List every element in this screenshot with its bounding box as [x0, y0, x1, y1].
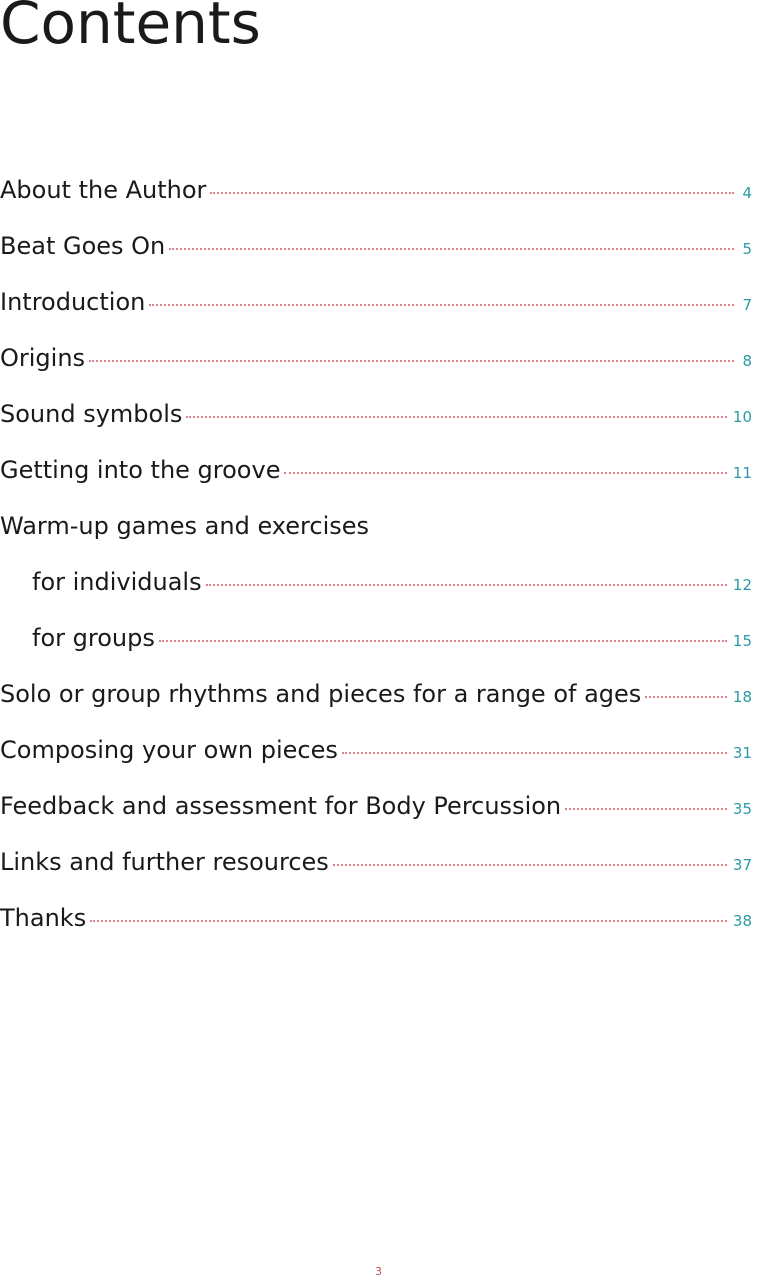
toc-entry-thanks[interactable] — [0, 904, 752, 960]
dot-leader — [149, 304, 734, 306]
dot-leader — [284, 472, 726, 474]
toc-entry-beat-goes-on[interactable] — [0, 232, 752, 288]
dot-leader — [90, 920, 727, 922]
toc-entry-about-the-author[interactable] — [0, 176, 752, 232]
toc-entry-label: for individuals — [32, 568, 202, 596]
toc-entry-page: 11 — [732, 464, 752, 482]
toc-entry-page: 8 — [742, 352, 752, 370]
toc-section-heading: Warm-up games and exercises — [0, 512, 370, 540]
dot-leader — [206, 584, 727, 586]
toc-entry-links-and-further-resources[interactable] — [0, 848, 752, 904]
dot-leader — [333, 864, 727, 866]
toc-entry-for-groups[interactable] — [0, 624, 752, 680]
toc-entry-page: 35 — [732, 800, 752, 818]
dot-leader — [186, 416, 727, 418]
toc-entry-page: 5 — [742, 240, 752, 258]
toc-entry-label: Feedback and assessment for Body Percussion — [0, 792, 562, 820]
toc-entry-label: Beat Goes On — [0, 232, 166, 260]
dot-leader — [645, 696, 727, 698]
page-title: Contents — [0, 0, 261, 57]
toc-entry-label: Introduction — [0, 288, 146, 316]
toc-entry-label: Links and further resources — [0, 848, 329, 876]
toc-entry-for-individuals[interactable] — [0, 568, 752, 624]
toc-entry-page: 12 — [732, 576, 752, 594]
toc-entry-page: 37 — [732, 856, 752, 874]
table-of-contents — [0, 176, 752, 960]
toc-entry-page: 10 — [732, 408, 752, 426]
dot-leader — [342, 752, 727, 754]
dot-leader — [565, 808, 727, 810]
toc-entry-origins[interactable] — [0, 344, 752, 400]
toc-entry-label: Getting into the groove — [0, 456, 281, 484]
toc-entry-feedback-and-assessment[interactable] — [0, 792, 752, 848]
toc-entry-page: 7 — [742, 296, 752, 314]
toc-entry-label: for groups — [32, 624, 155, 652]
toc-entry-solo-or-group-rhythms[interactable] — [0, 680, 752, 736]
toc-entry-label: Origins — [0, 344, 86, 372]
toc-entry-sound-symbols[interactable] — [0, 400, 752, 456]
dot-leader — [89, 360, 734, 362]
page-number: 3 — [375, 1265, 382, 1278]
toc-entry-page: 4 — [742, 184, 752, 202]
toc-entry-page: 15 — [732, 632, 752, 650]
toc-entry-label: Solo or group rhythms and pieces for a range of ages — [0, 680, 642, 708]
toc-entry-warm-up-games — [0, 512, 752, 568]
toc-entry-page: 38 — [732, 912, 752, 930]
toc-entry-page: 31 — [732, 744, 752, 762]
toc-entry-label: Thanks — [0, 904, 87, 932]
dot-leader — [210, 192, 734, 194]
toc-entry-label: Sound symbols — [0, 400, 183, 428]
dot-leader — [159, 640, 727, 642]
toc-entry-introduction[interactable] — [0, 288, 752, 344]
toc-entry-page: 18 — [732, 688, 752, 706]
toc-entry-composing-your-own-pieces[interactable] — [0, 736, 752, 792]
dot-leader — [169, 248, 734, 250]
toc-entry-getting-into-the-groove[interactable] — [0, 456, 752, 512]
toc-entry-label: About the Author — [0, 176, 207, 204]
toc-entry-label: Composing your own pieces — [0, 736, 338, 764]
